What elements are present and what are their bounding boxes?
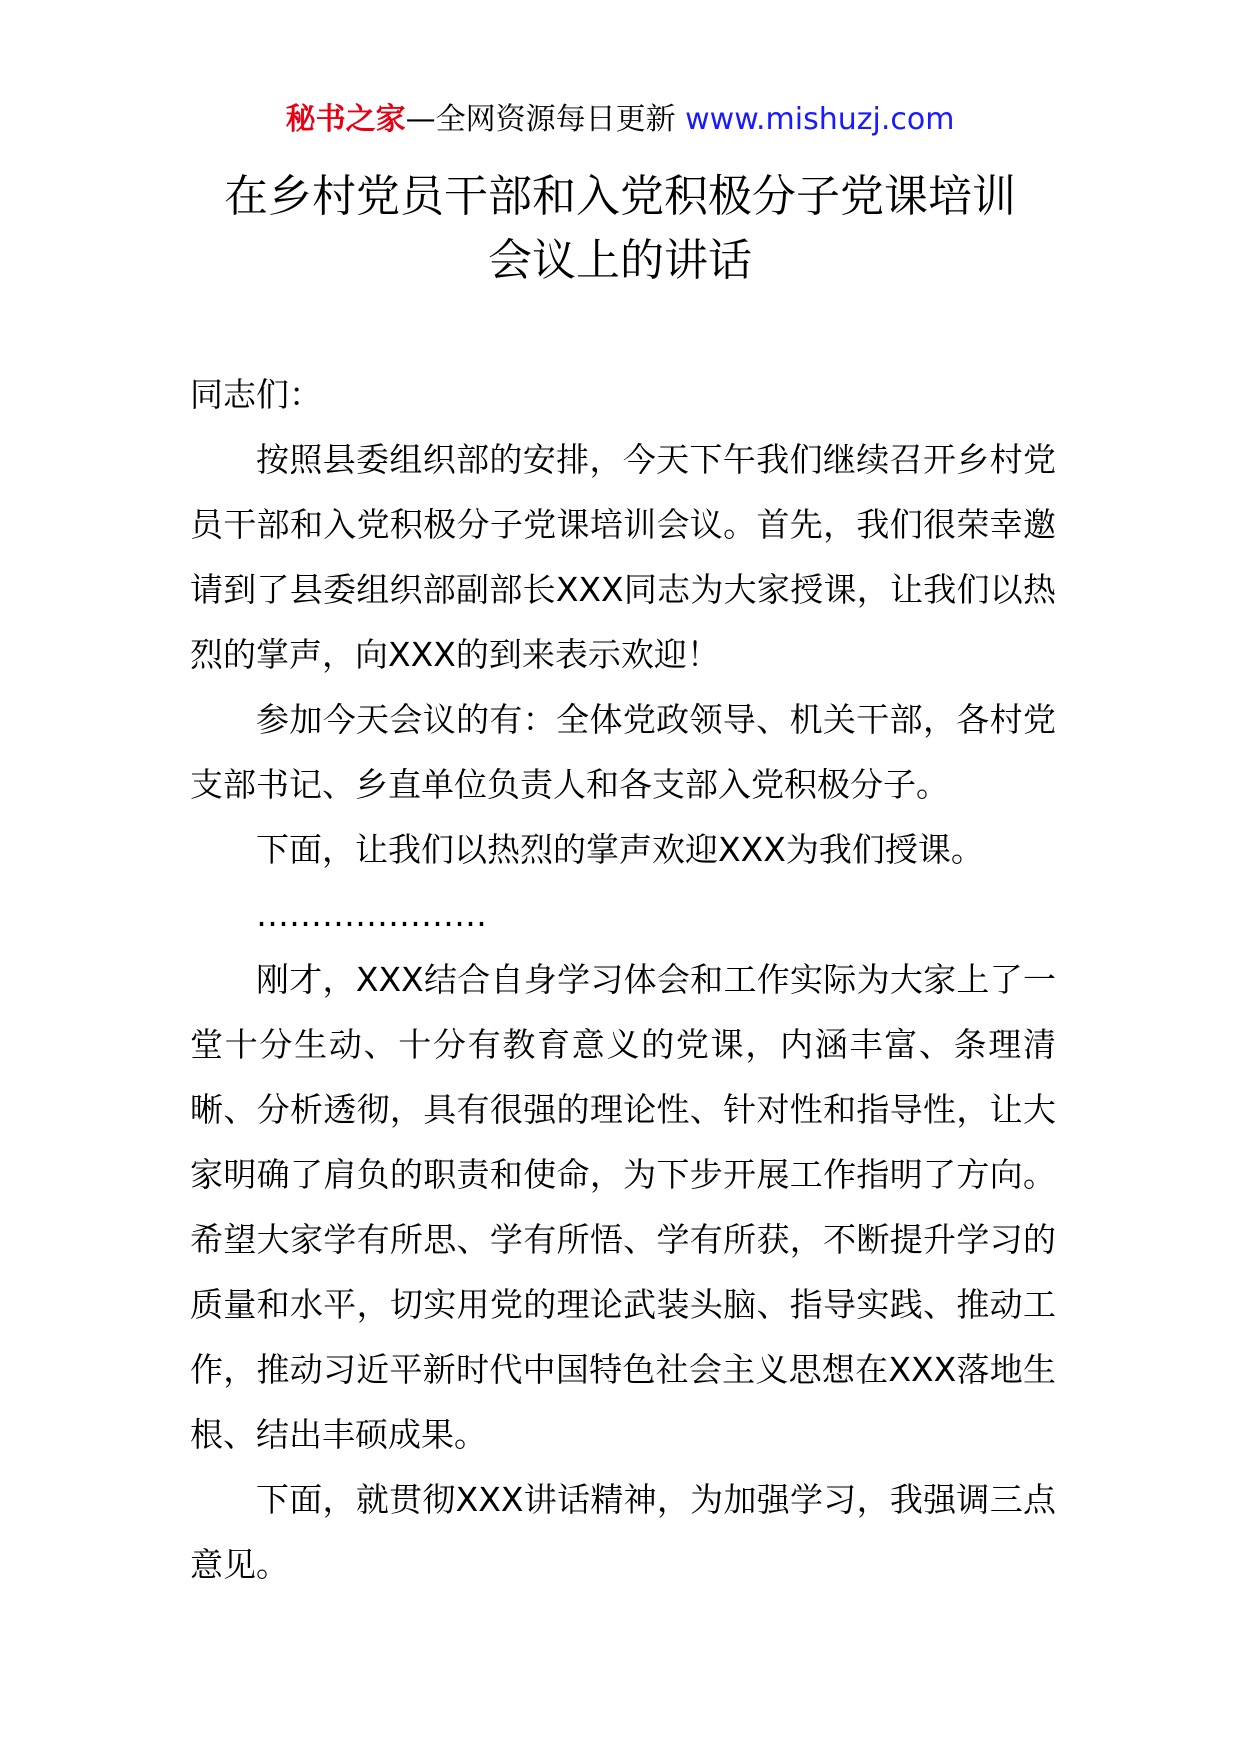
paragraph-5: 刚才，XXX结合自身学习体会和工作实际为大家上了一堂十分生动、十分有教育意义的党课，内涵丰富、条理清晰、分析透彻，具有很强的理论性、针对性和指导性，让大家明确了肩负的职责和使命，为下步开展工作指明了方向。希望大家学有所思、学有所悟、学有所获，不断提升学习的质量和水平，切实用党的理论武装头脑、指导实践、推动工作，推动习近平新时代中国特色社会主义思想在XXX落地生根、结出丰硕成果。: [190, 960, 1056, 1454]
site-url-link[interactable]: www.mishuzj.com: [685, 102, 955, 137]
header-tagline: —全网资源每日更新: [405, 102, 686, 137]
paragraph-3: 下面，让我们以热烈的掌声欢迎XXX为我们授课。: [256, 830, 984, 869]
title-line-2: 会议上的讲话: [488, 235, 752, 286]
site-header: [0, 100, 1240, 140]
paragraph-2: 参加今天会议的有：全体党政领导、机关干部，各村党支部书记、乡直单位负责人和各支部入党积极分子。: [190, 700, 1056, 804]
brand-name: 秘书之家: [285, 102, 406, 137]
document-title: [160, 165, 1080, 293]
ellipsis-paragraph: …………………: [256, 895, 487, 934]
document-body: [190, 362, 1056, 1597]
title-line-1: 在乡村党员干部和入党积极分子党课培训: [224, 171, 1016, 222]
paragraph-1: 按照县委组织部的安排，今天下午我们继续召开乡村党员干部和入党积极分子党课培训会议。首先，我们很荣幸邀请到了县委组织部副部长XXX同志为大家授课，让我们以热烈的掌声，向XXX的到来表示欢迎！: [190, 440, 1056, 674]
salutation: 同志们：: [190, 375, 322, 414]
paragraph-6: 下面，就贯彻XXX讲话精神，为加强学习，我强调三点意见。: [190, 1480, 1056, 1584]
